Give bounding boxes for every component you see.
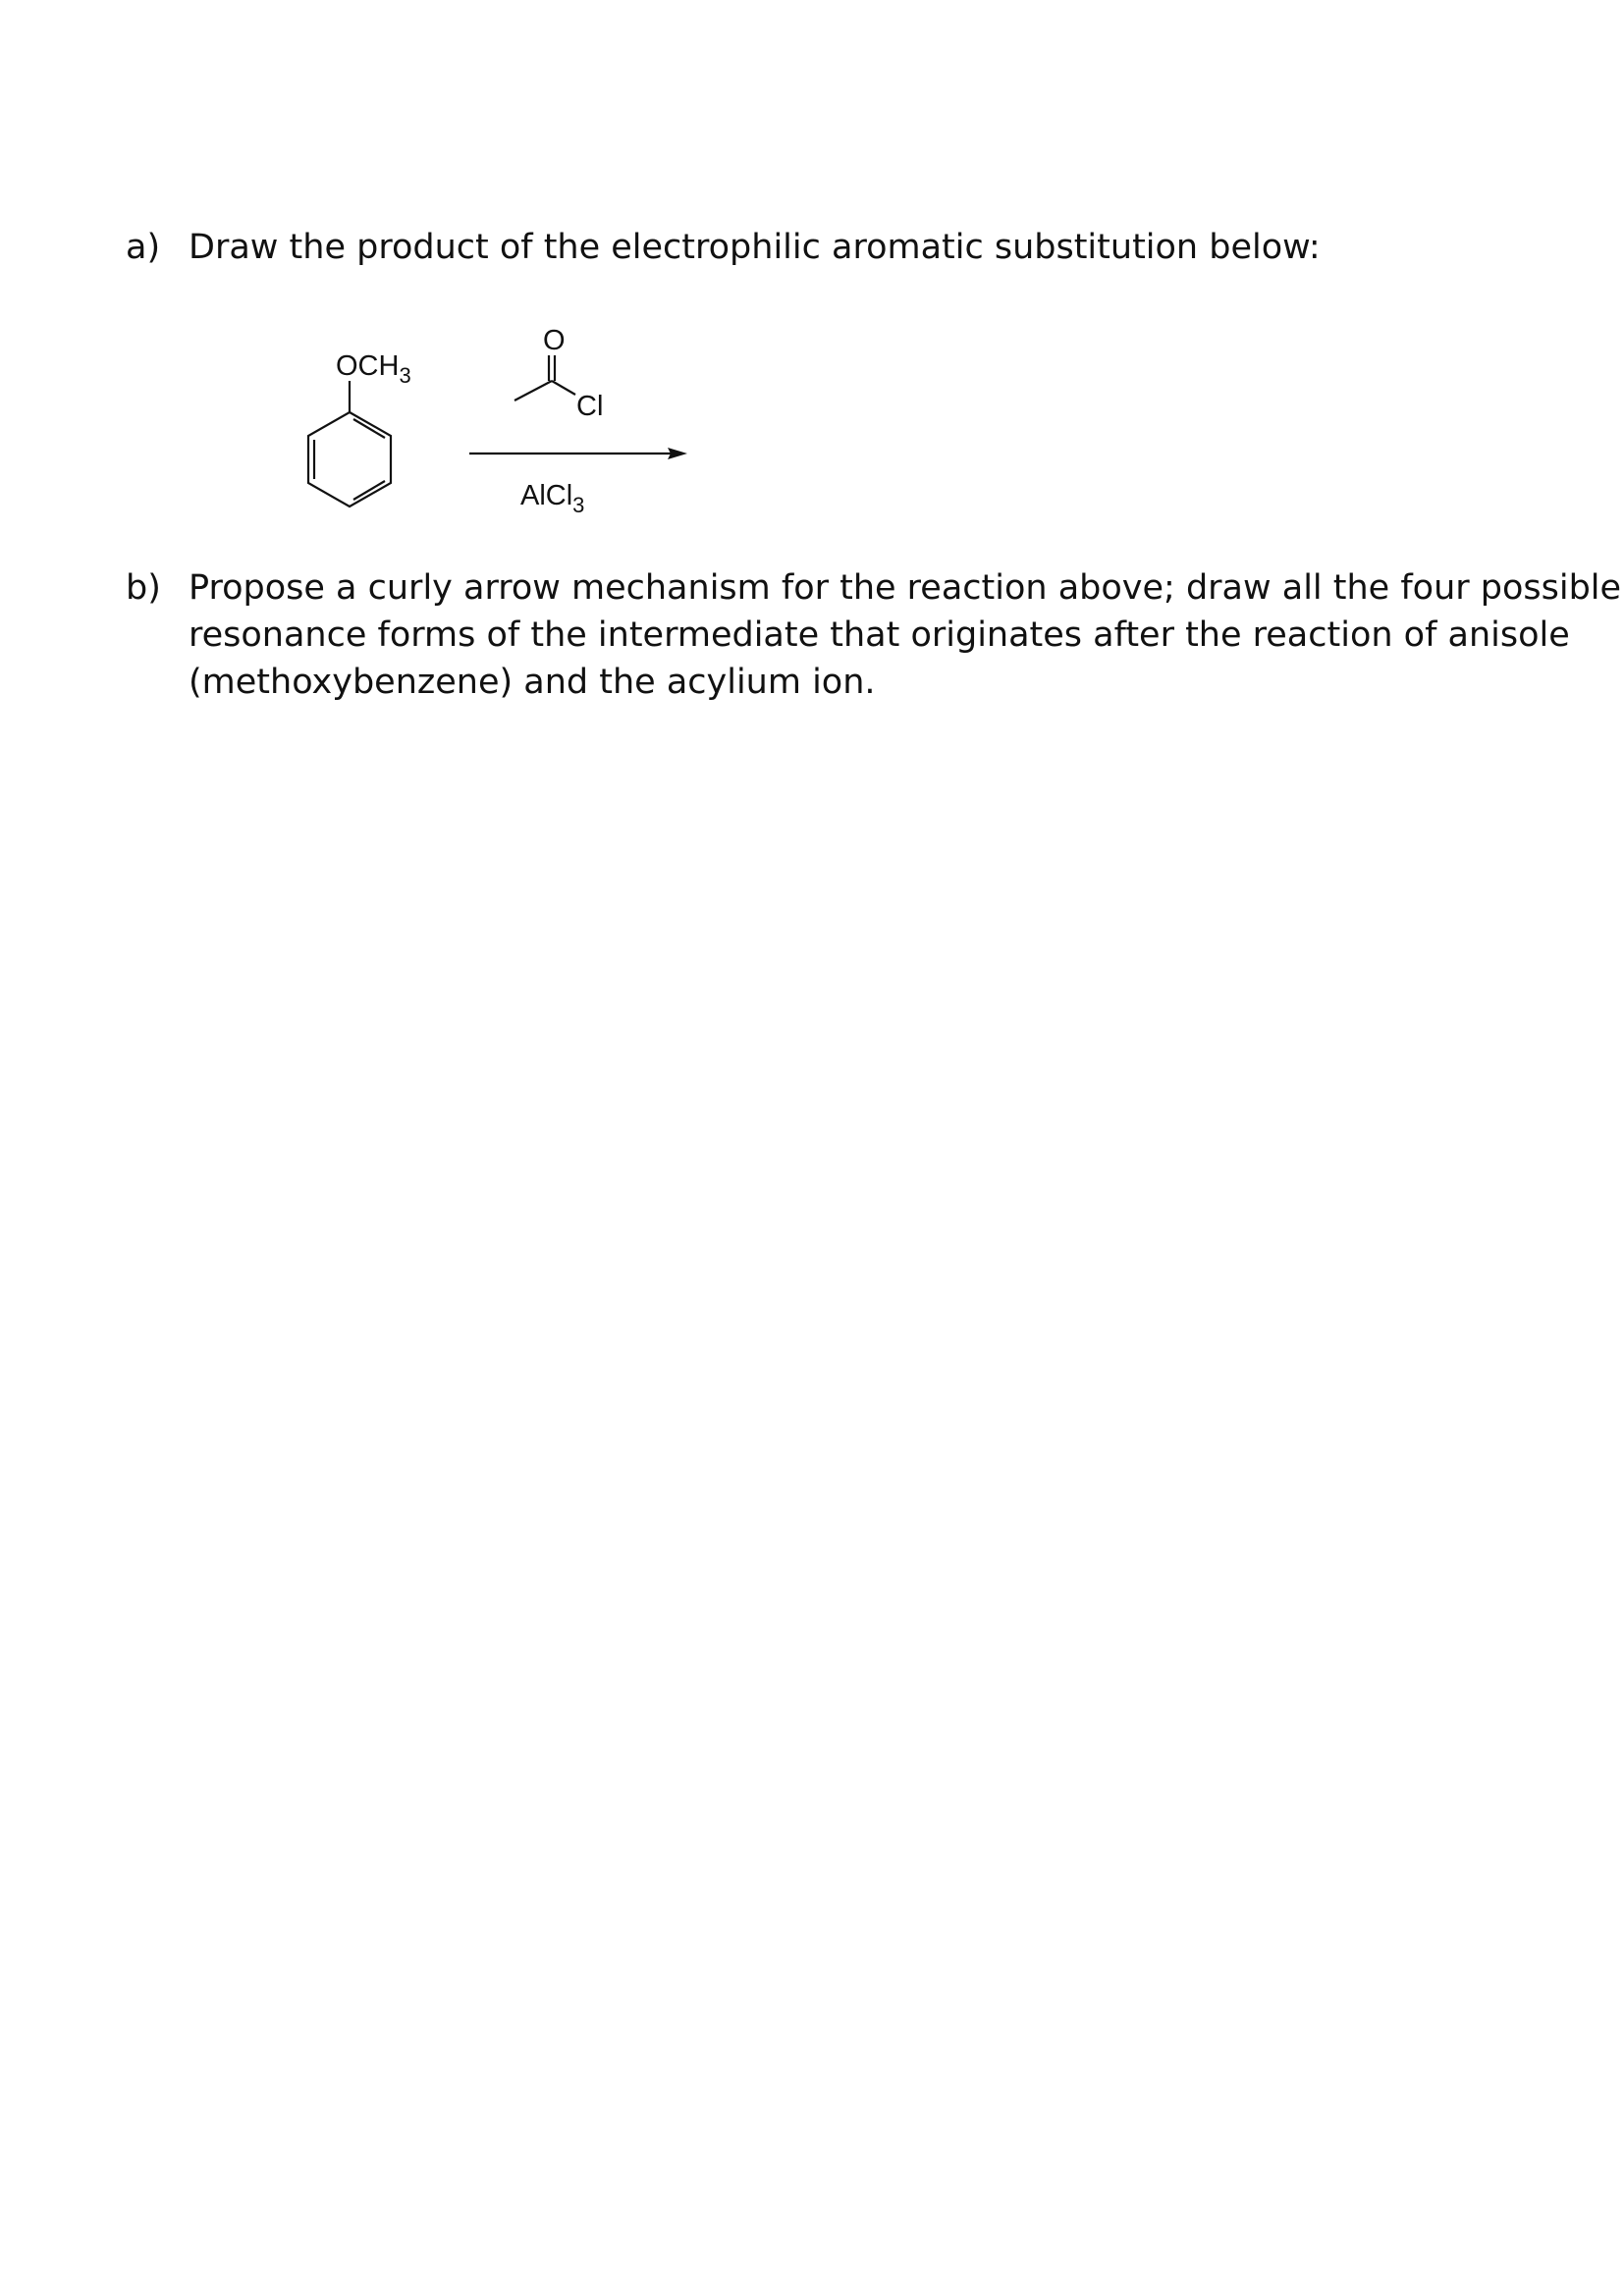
reagent-chlorine-label: Cl	[576, 391, 604, 422]
question-a-text: Draw the product of the electrophilic aromatic substitution below:	[189, 228, 1321, 267]
reaction-arrow	[469, 448, 687, 459]
benzene-ring	[308, 412, 391, 507]
question-b-letter: b)	[126, 568, 161, 608]
question-b-line-2: resonance forms of the intermediate that originates after the reaction of anisole	[189, 615, 1570, 655]
reagent-oxygen-label: O	[543, 325, 566, 356]
question-b-line-1: Propose a curly arrow mechanism for the reaction above; draw all the four possible	[189, 568, 1622, 608]
acetyl-chloride-structure	[514, 355, 575, 400]
question-b-line-3: (methoxybenzene) and the acylium ion.	[189, 663, 876, 702]
catalyst-label: AlCl$_3$	[520, 480, 585, 517]
reaction-scheme	[285, 314, 697, 530]
reactant-substituent-label: $OCH_3$	[336, 350, 411, 388]
question-a-letter: a)	[126, 228, 161, 267]
